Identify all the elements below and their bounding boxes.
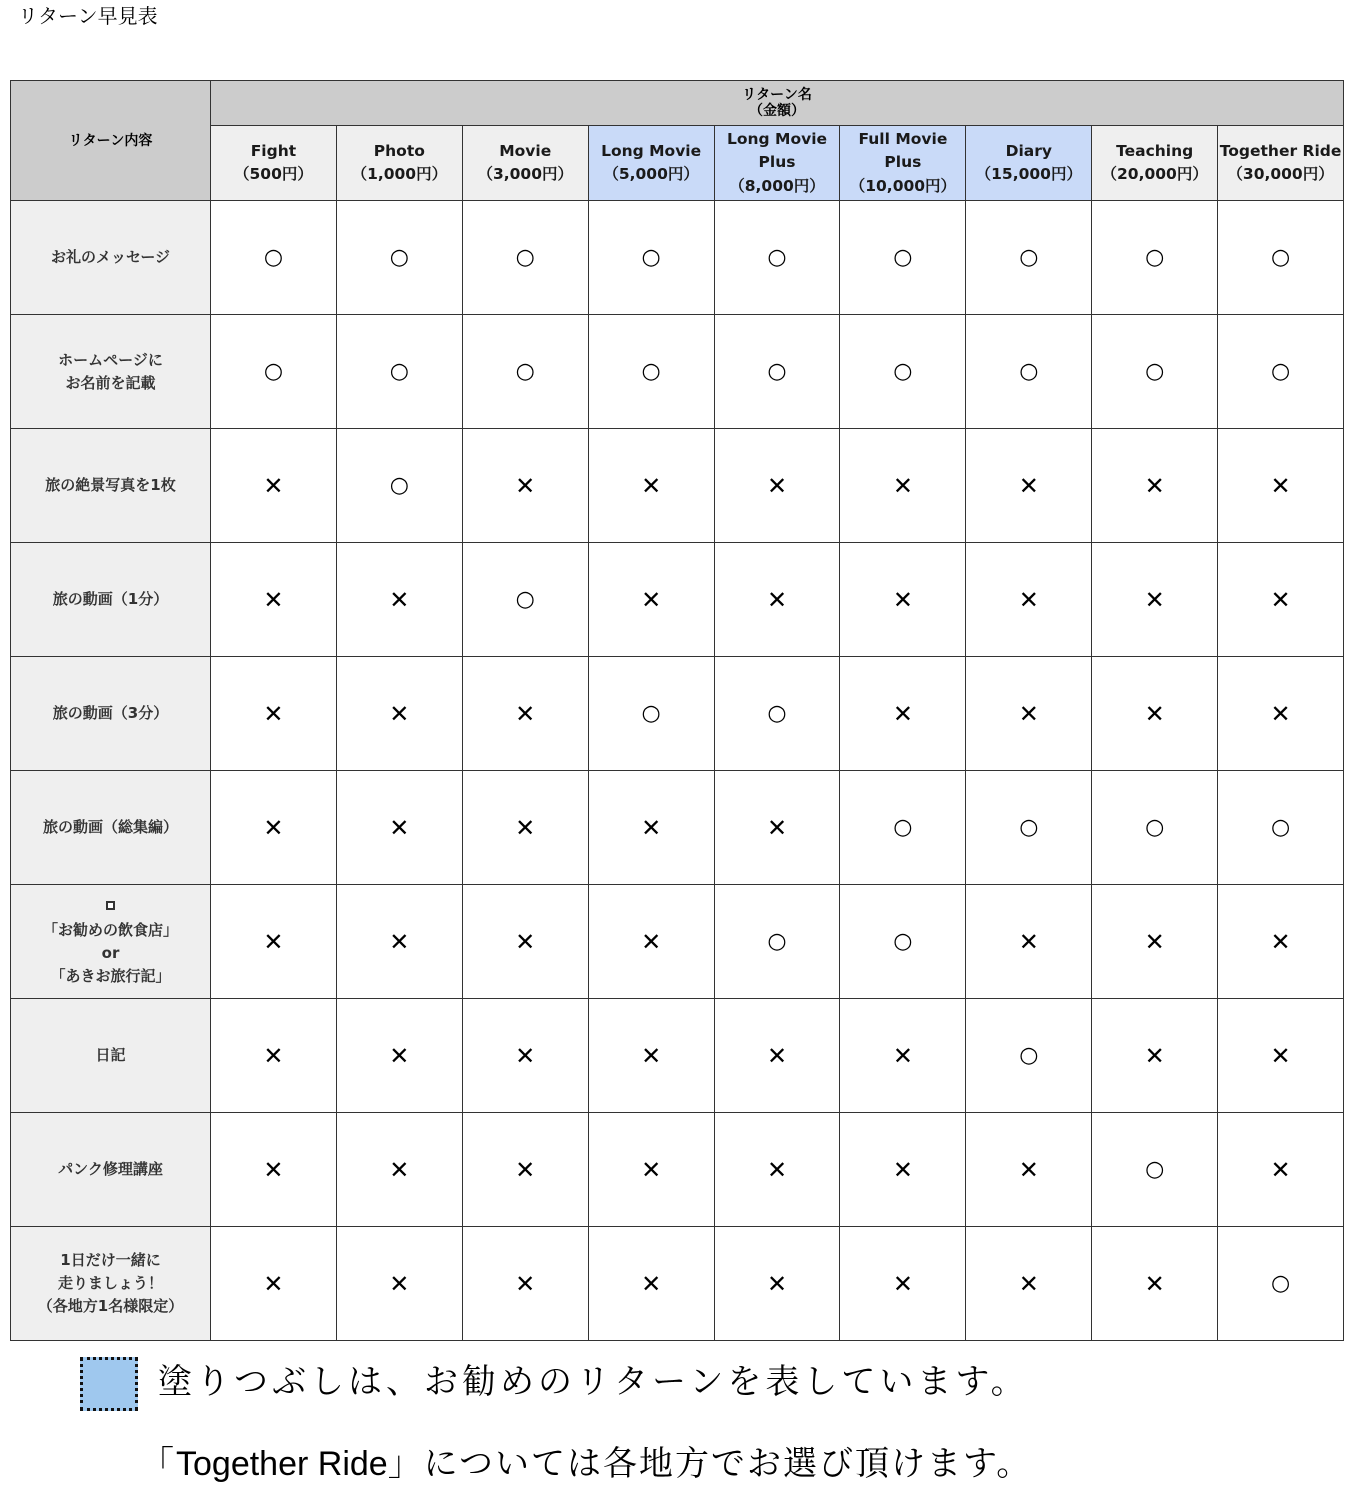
availability-cell	[336, 999, 462, 1113]
return-price: （8,000円）	[729, 176, 825, 195]
availability-cell	[588, 771, 714, 885]
return-price: （10,000円）	[849, 176, 957, 195]
row-label-line: 走りましょう！	[57, 1274, 163, 1292]
availability-cell	[840, 201, 966, 315]
row-label-line: お名前を記載	[65, 373, 156, 392]
not-included-cross-icon: ✕	[1270, 585, 1291, 614]
not-included-cross-icon: ✕	[515, 471, 536, 500]
row-label-line: or	[101, 943, 120, 962]
not-included-cross-icon: ✕	[1144, 585, 1165, 614]
availability-cell	[840, 543, 966, 657]
row-label	[11, 885, 211, 999]
availability-cell	[840, 1227, 966, 1341]
return-name: Long Movie	[726, 129, 828, 148]
availability-cell	[336, 429, 462, 543]
included-circle-icon: ○	[263, 245, 284, 270]
note-rest: 」については各地方でお選び頂けます。	[387, 1444, 1033, 1484]
availability-cell	[462, 201, 588, 315]
availability-cell	[714, 315, 840, 429]
legend-text: 塗りつぶしは、お勧めのリターンを表しています。	[158, 1362, 1029, 1402]
included-circle-icon: ○	[893, 245, 913, 270]
availability-cell	[966, 885, 1092, 999]
row-label	[11, 1227, 211, 1341]
availability-cell	[1218, 657, 1344, 771]
availability-cell	[966, 1227, 1092, 1341]
included-circle-icon: ○	[515, 587, 535, 612]
not-included-cross-icon: ✕	[263, 1041, 284, 1070]
not-included-cross-icon: ✕	[1270, 1041, 1291, 1070]
availability-cell	[1218, 429, 1344, 543]
note-return-name: Together Ride	[176, 1445, 388, 1483]
row-label	[11, 657, 211, 771]
table-row	[11, 543, 1344, 657]
return-price: （20,000円）	[1101, 165, 1208, 183]
return-column-header	[336, 126, 462, 201]
not-included-cross-icon: ✕	[892, 699, 913, 728]
availability-cell	[588, 429, 714, 543]
availability-cell	[462, 999, 588, 1113]
availability-cell	[588, 315, 714, 429]
return-price: （1,000円）	[351, 165, 448, 183]
availability-cell	[1218, 885, 1344, 999]
availability-cell	[1218, 315, 1344, 429]
availability-cell	[588, 885, 714, 999]
availability-cell	[1092, 885, 1218, 999]
return-price: （3,000円）	[477, 165, 573, 183]
availability-cell	[714, 771, 840, 885]
availability-cell	[1092, 1227, 1218, 1341]
table-row	[11, 657, 1344, 771]
returns-header-title: リターン名	[742, 87, 812, 103]
included-circle-icon: ○	[767, 245, 787, 270]
row-label-line: （各地方1名様限定）	[37, 1297, 184, 1315]
included-circle-icon: ○	[767, 929, 787, 954]
not-included-cross-icon: ✕	[766, 585, 788, 614]
not-included-cross-icon: ✕	[389, 699, 410, 728]
availability-cell	[840, 999, 966, 1113]
availability-cell	[1218, 201, 1344, 315]
availability-cell	[211, 657, 337, 771]
not-included-cross-icon: ✕	[641, 927, 662, 956]
availability-cell	[462, 543, 588, 657]
not-included-cross-icon: ✕	[766, 1041, 788, 1070]
availability-cell	[714, 1227, 840, 1341]
document-title: リターン早見表	[18, 4, 158, 28]
not-included-cross-icon: ✕	[1270, 1155, 1291, 1184]
not-included-cross-icon: ✕	[892, 471, 913, 500]
availability-cell	[966, 543, 1092, 657]
not-included-cross-icon: ✕	[389, 927, 410, 956]
not-included-cross-icon: ✕	[515, 1155, 536, 1184]
table-row	[11, 201, 1344, 315]
availability-cell	[211, 429, 337, 543]
availability-cell	[1218, 999, 1344, 1113]
included-circle-icon: ○	[389, 359, 409, 384]
included-circle-icon: ○	[1145, 1157, 1165, 1182]
not-included-cross-icon: ✕	[1018, 1269, 1039, 1298]
availability-cell	[462, 1227, 588, 1341]
not-included-cross-icon: ✕	[263, 927, 284, 956]
availability-cell	[336, 201, 462, 315]
table-row	[11, 429, 1344, 543]
return-column-header	[966, 126, 1092, 201]
included-circle-icon: ○	[389, 245, 409, 270]
not-included-cross-icon: ✕	[1018, 1155, 1039, 1184]
not-included-cross-icon: ✕	[641, 585, 662, 614]
included-circle-icon: ○	[1270, 1271, 1291, 1296]
included-circle-icon: ○	[893, 359, 913, 384]
return-name: Diary	[1005, 142, 1052, 160]
row-label-line: お礼のメッセージ	[50, 248, 171, 266]
included-circle-icon: ○	[641, 701, 661, 726]
availability-cell	[462, 429, 588, 543]
included-circle-icon: ○	[1270, 359, 1291, 384]
availability-cell	[966, 657, 1092, 771]
not-included-cross-icon: ✕	[1144, 471, 1165, 500]
table-row	[11, 315, 1344, 429]
row-label-line: 「お勧めの飲食店」	[42, 920, 178, 939]
included-circle-icon: ○	[1270, 815, 1291, 840]
return-column-header	[1218, 126, 1344, 201]
row-label-line: 1日だけ一緒に	[60, 1251, 161, 1269]
availability-cell	[1092, 543, 1218, 657]
not-included-cross-icon: ✕	[515, 1041, 536, 1070]
returns-header-subtitle: （金額）	[749, 103, 805, 119]
availability-cell	[211, 885, 337, 999]
not-included-cross-icon: ✕	[1144, 1041, 1165, 1070]
availability-cell	[588, 201, 714, 315]
included-circle-icon: ○	[641, 359, 661, 384]
row-label-line: ホームページに	[58, 350, 163, 369]
availability-cell	[336, 1227, 462, 1341]
not-included-cross-icon: ✕	[641, 1155, 662, 1184]
not-included-cross-icon: ✕	[515, 699, 536, 728]
not-included-cross-icon: ✕	[641, 471, 662, 500]
availability-cell	[1218, 1227, 1344, 1341]
not-included-cross-icon: ✕	[1144, 699, 1165, 728]
included-circle-icon: ○	[767, 359, 787, 384]
not-included-cross-icon: ✕	[389, 1269, 410, 1298]
not-included-cross-icon: ✕	[389, 1155, 410, 1184]
not-included-cross-icon: ✕	[263, 813, 284, 842]
included-circle-icon: ○	[1145, 815, 1165, 840]
not-included-cross-icon: ✕	[641, 813, 662, 842]
availability-cell	[1218, 771, 1344, 885]
return-name: Full Movie	[858, 129, 948, 148]
availability-cell	[840, 885, 966, 999]
included-circle-icon: ○	[263, 359, 284, 384]
row-label-line: 旅の動画（1分）	[52, 590, 169, 608]
return-column-header	[714, 126, 840, 201]
availability-cell	[588, 999, 714, 1113]
table-row	[11, 1113, 1344, 1227]
not-included-cross-icon: ✕	[389, 585, 410, 614]
not-included-cross-icon: ✕	[263, 471, 284, 500]
availability-cell	[1092, 1113, 1218, 1227]
square-bullet-icon	[11, 896, 210, 919]
not-included-cross-icon: ✕	[515, 927, 536, 956]
not-included-cross-icon: ✕	[766, 1269, 788, 1298]
not-included-cross-icon: ✕	[389, 813, 410, 842]
availability-cell	[966, 999, 1092, 1113]
not-included-cross-icon: ✕	[892, 1155, 913, 1184]
not-included-cross-icon: ✕	[515, 1269, 536, 1298]
availability-cell	[840, 1113, 966, 1227]
availability-cell	[211, 1227, 337, 1341]
availability-cell	[966, 201, 1092, 315]
row-label-line: パンク修理講座	[58, 1160, 163, 1178]
returns-group-header	[211, 81, 1344, 126]
availability-cell	[966, 771, 1092, 885]
not-included-cross-icon: ✕	[1144, 1269, 1165, 1298]
not-included-cross-icon: ✕	[1270, 699, 1291, 728]
not-included-cross-icon: ✕	[892, 1269, 913, 1298]
availability-cell	[462, 1113, 588, 1227]
availability-cell	[211, 1113, 337, 1227]
included-circle-icon: ○	[1019, 815, 1039, 840]
return-column-header	[462, 126, 588, 201]
return-column-header	[840, 126, 966, 201]
availability-cell	[714, 657, 840, 771]
availability-cell	[1092, 657, 1218, 771]
return-name: Photo	[373, 142, 425, 160]
included-circle-icon: ○	[1019, 1043, 1039, 1068]
availability-cell	[840, 315, 966, 429]
availability-cell	[966, 429, 1092, 543]
availability-cell	[588, 543, 714, 657]
return-name: Fight	[250, 142, 297, 160]
availability-cell	[211, 543, 337, 657]
row-label	[11, 315, 211, 429]
row-label	[11, 1113, 211, 1227]
availability-cell	[714, 885, 840, 999]
availability-cell	[462, 315, 588, 429]
row-label	[11, 543, 211, 657]
included-circle-icon: ○	[389, 473, 409, 498]
not-included-cross-icon: ✕	[389, 1041, 410, 1070]
not-included-cross-icon: ✕	[1270, 471, 1291, 500]
availability-cell	[336, 543, 462, 657]
availability-cell	[1092, 201, 1218, 315]
availability-cell	[840, 657, 966, 771]
not-included-cross-icon: ✕	[892, 1041, 913, 1070]
row-label	[11, 999, 211, 1113]
return-name-line2: Plus	[758, 153, 796, 172]
not-included-cross-icon: ✕	[892, 585, 913, 614]
availability-cell	[336, 657, 462, 771]
included-circle-icon: ○	[1019, 245, 1039, 270]
not-included-cross-icon: ✕	[1018, 927, 1039, 956]
return-name: Long Movie	[601, 142, 702, 160]
availability-cell	[336, 315, 462, 429]
row-label	[11, 429, 211, 543]
return-column-header	[1092, 126, 1218, 201]
return-price: （5,000円）	[603, 165, 699, 183]
availability-cell	[966, 315, 1092, 429]
row-label-line: 旅の動画（3分）	[52, 704, 169, 722]
not-included-cross-icon: ✕	[1144, 927, 1165, 956]
return-name: Teaching	[1116, 142, 1194, 160]
availability-cell	[211, 771, 337, 885]
not-included-cross-icon: ✕	[641, 1041, 662, 1070]
not-included-cross-icon: ✕	[1018, 585, 1039, 614]
return-price: （500円）	[234, 165, 313, 183]
availability-cell	[840, 771, 966, 885]
availability-cell	[1092, 771, 1218, 885]
return-name: Together Ride	[1219, 142, 1342, 160]
availability-cell	[714, 999, 840, 1113]
availability-cell	[714, 1113, 840, 1227]
return-column-header	[588, 126, 714, 201]
row-label-line: 旅の動画（総集編）	[42, 818, 178, 836]
return-name: Movie	[499, 142, 552, 160]
availability-cell	[336, 885, 462, 999]
availability-cell	[840, 429, 966, 543]
return-column-header	[211, 126, 337, 201]
included-circle-icon: ○	[767, 701, 787, 726]
availability-cell	[588, 1227, 714, 1341]
availability-cell	[588, 657, 714, 771]
availability-cell	[1092, 999, 1218, 1113]
included-circle-icon: ○	[1145, 359, 1165, 384]
availability-cell	[462, 771, 588, 885]
row-label-line: 日記	[95, 1046, 126, 1064]
return-price: （15,000円）	[975, 165, 1082, 183]
availability-cell	[1218, 1113, 1344, 1227]
availability-cell	[1218, 543, 1344, 657]
availability-cell	[1092, 429, 1218, 543]
not-included-cross-icon: ✕	[263, 1269, 284, 1298]
together-ride-note	[140, 1441, 1032, 1487]
availability-cell	[336, 1113, 462, 1227]
availability-cell	[462, 885, 588, 999]
recommended-legend-swatch	[80, 1357, 138, 1411]
row-label	[11, 771, 211, 885]
table-row	[11, 885, 1344, 999]
availability-cell	[211, 201, 337, 315]
not-included-cross-icon: ✕	[515, 813, 536, 842]
return-price: （30,000円）	[1227, 165, 1334, 183]
not-included-cross-icon: ✕	[1270, 927, 1291, 956]
content-column-header: リターン内容	[11, 81, 211, 201]
availability-cell	[588, 1113, 714, 1227]
note-open-bracket: 「	[140, 1444, 176, 1484]
included-circle-icon: ○	[893, 929, 913, 954]
included-circle-icon: ○	[1145, 245, 1165, 270]
table-row	[11, 999, 1344, 1113]
row-label-line: 旅の絶景写真を1枚	[45, 476, 176, 494]
availability-cell	[211, 999, 337, 1113]
availability-cell	[966, 1113, 1092, 1227]
availability-cell	[1092, 315, 1218, 429]
availability-cell	[714, 201, 840, 315]
not-included-cross-icon: ✕	[263, 699, 284, 728]
not-included-cross-icon: ✕	[766, 471, 788, 500]
not-included-cross-icon: ✕	[263, 1155, 284, 1184]
not-included-cross-icon: ✕	[641, 1269, 662, 1298]
availability-cell	[462, 657, 588, 771]
included-circle-icon: ○	[515, 359, 535, 384]
table-row	[11, 771, 1344, 885]
return-name-line2: Plus	[884, 153, 922, 172]
included-circle-icon: ○	[515, 245, 535, 270]
not-included-cross-icon: ✕	[1018, 471, 1039, 500]
availability-cell	[211, 315, 337, 429]
not-included-cross-icon: ✕	[766, 813, 788, 842]
not-included-cross-icon: ✕	[1018, 699, 1039, 728]
availability-cell	[336, 771, 462, 885]
row-label-line: 「あきお旅行記」	[50, 966, 171, 985]
row-label	[11, 201, 211, 315]
availability-cell	[714, 543, 840, 657]
included-circle-icon: ○	[641, 245, 661, 270]
table-row	[11, 1227, 1344, 1341]
not-included-cross-icon: ✕	[766, 1155, 788, 1184]
not-included-cross-icon: ✕	[263, 585, 284, 614]
included-circle-icon: ○	[1270, 245, 1291, 270]
included-circle-icon: ○	[1019, 359, 1039, 384]
returns-comparison-table	[10, 80, 1344, 1341]
included-circle-icon: ○	[893, 815, 913, 840]
availability-cell	[714, 429, 840, 543]
